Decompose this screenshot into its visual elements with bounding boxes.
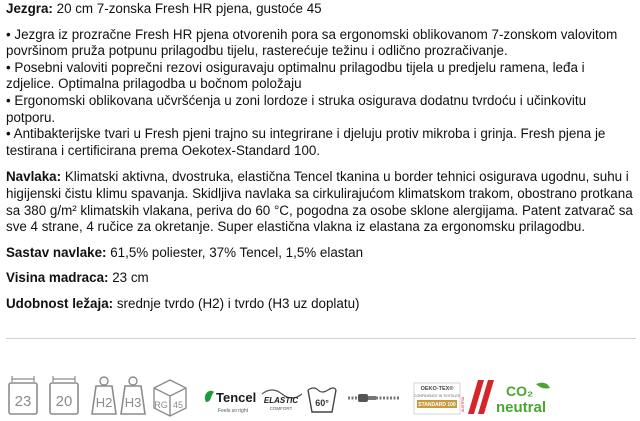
cover-composition-value: 61,5% poliester, 37% Tencel, 1,5% elastan (106, 244, 364, 260)
firmness-h2-icon (92, 377, 116, 414)
product-description (6, 1, 636, 322)
mattress-height-spec (6, 270, 636, 287)
austria-text: AUSTRIA (461, 396, 465, 412)
comfort-spec (6, 296, 636, 313)
density-value-text: 45 (172, 400, 184, 410)
made-in-austria-logo (461, 380, 494, 414)
firmness-h3-icon-text: H3 (124, 395, 142, 410)
tencel-name: Tencel (216, 390, 257, 405)
core-value: 20 cm 7-zonska Fresh HR pjena, gustoće 45 (56, 1, 322, 16)
comfort-label: Udobnost ležaja: (6, 295, 114, 311)
comfort-value: srednje tvrdo (H2) i tvrdo (H3 uz doplatu) (113, 295, 360, 311)
core-bullet: • Posebni valoviti poprečni rezovi osiguravaju optimalnu prilagodbu tijela u predjelu ramena, leđa i zdjelice. Optimalna prilagodba u bočnom položaju (6, 59, 585, 92)
oeko-standard: STANDARD 100 (418, 402, 456, 408)
core-bullet-list (6, 27, 636, 160)
core-bullet: • Jezgra iz prozračne Fresh HR pjena otvorenih pora sa ergonomski oblikovanom 7-zonskom valovitom površinom pruža potpunu prilagodbu tijelu, rasterećuje težinu i odlično prozračivanje. (6, 26, 618, 59)
firmness-h3-icon (121, 377, 145, 414)
core-height-icon (50, 376, 78, 414)
wash-60-icon (308, 388, 336, 412)
density-rg-text: RG (154, 400, 168, 410)
elastic-top-text: ELASTIC (263, 396, 299, 405)
oeko-tex-logo (414, 383, 461, 414)
cover-label: Navlaka: (6, 169, 62, 185)
mattress-height-value: 23 cm (108, 270, 149, 286)
zipper-icon (348, 394, 400, 402)
mattress-height-icon (9, 376, 37, 414)
oeko-subtitle: CONFIDENCE IN TEXTILES (413, 394, 461, 398)
feature-icons-row (6, 372, 638, 418)
elastic-bottom-text: COMFORT (269, 406, 293, 411)
cover-composition-label: Sastav navlake: (6, 244, 107, 260)
co2-label: CO₂ (506, 383, 534, 399)
neutral-label: neutral (496, 399, 547, 416)
tencel-tagline: Feels so right (218, 408, 249, 414)
firmness-h2-icon-text: H2 (95, 395, 113, 410)
core-bullet: • Antibakterijske tvari u Fresh pjeni trajno su integrirane i djeluju protiv mikroba i grinja. Fresh pjena je testirana i certificirana prema Oekotex-Standard 100. (6, 126, 606, 158)
density-cube-icon (154, 380, 186, 416)
oeko-title: OEKO-TEX® (420, 386, 454, 392)
wash-temp-text: 60° (315, 398, 329, 408)
section-divider (6, 338, 636, 339)
cover-value: Klimatski aktivna, dvostruka, elastična Tencel tkanina u border tehnici osigurava ugodnu, suhu i higijenski čistu klimu spavanja. Skidljiva navlaka sa cirkulirajućom klimatskom trakom, obostrano protkana sa 380 g/m² klimatskih vlakana, periva do 60 °C, pogodna za osobe sklone alergijama. Patent zatvarač sa sve 4 strane, 4 ručice za okretanje. Super elastična vlakna iz elastana za ergonomsku prilagodbu. (6, 169, 633, 235)
co2-neutral-logo (496, 383, 550, 416)
elastic-comfort-logo (262, 390, 302, 411)
core-spec (6, 1, 636, 18)
mattress-height-icon-text: 23 (14, 393, 32, 410)
core-bullet: • Ergonomski oblikovana učvršćenja u zoni lordoze i struka osigurava dodatnu tvrdoću i učinkovitu potporu. (6, 92, 587, 125)
core-height-icon-text: 20 (55, 393, 73, 410)
cover-composition-spec (6, 245, 636, 262)
mattress-height-label: Visina madraca: (6, 270, 109, 286)
cover-spec (6, 169, 636, 235)
tencel-logo (205, 390, 256, 414)
core-label: Jezgra: (6, 1, 53, 16)
